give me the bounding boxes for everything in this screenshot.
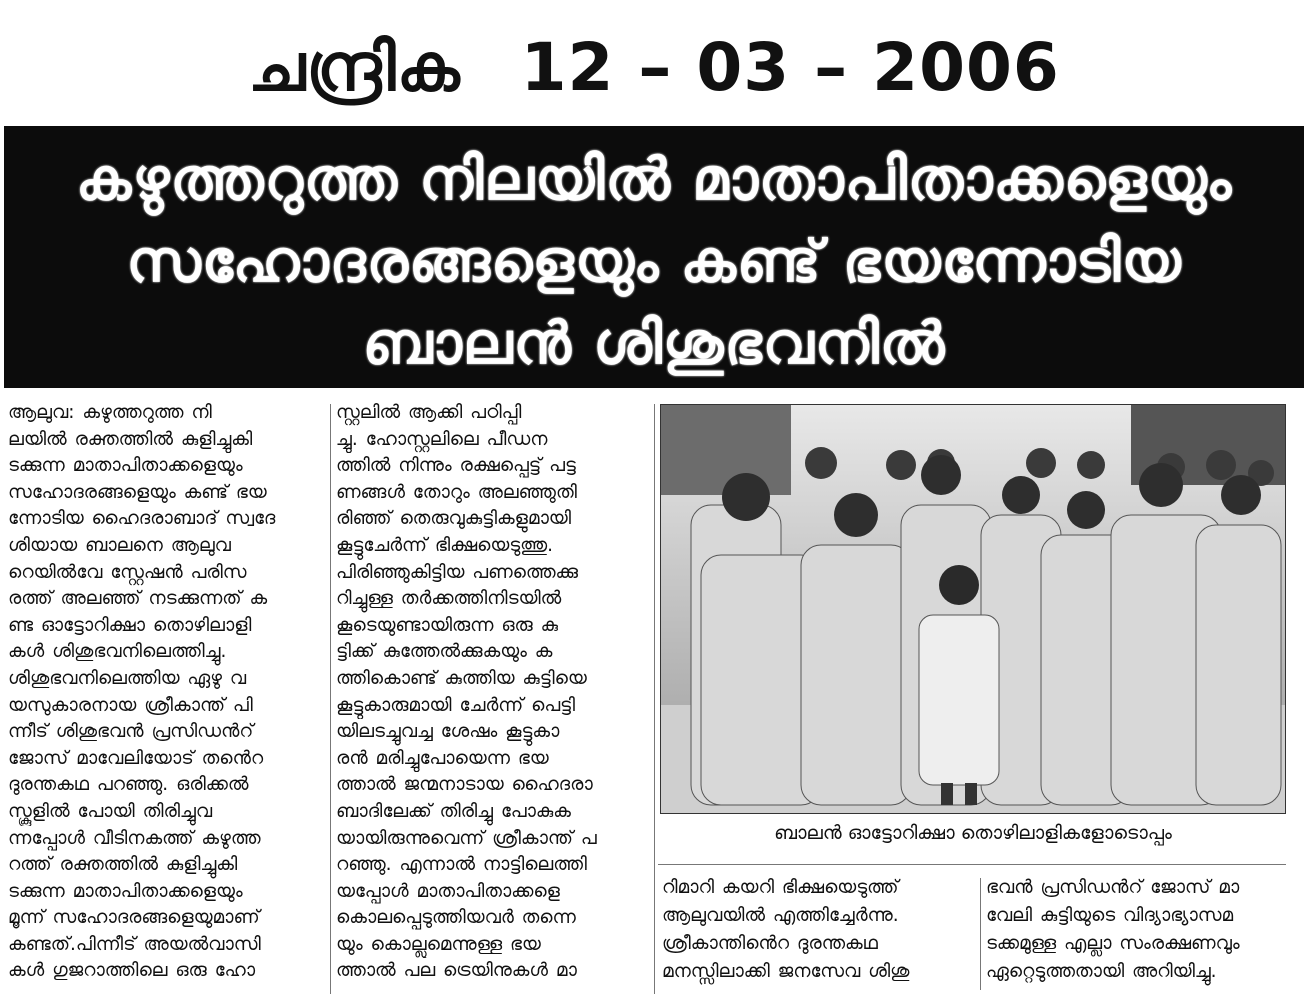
article-line: യും കൊല്ലുമെന്നുള്ള ഭയ [336, 933, 541, 955]
article-line: ആലുവയിൽ എത്തിച്ചേർന്നു. [662, 905, 899, 926]
article-line: റഞ്ഞു. എന്നാൽ നാട്ടിലെത്തി [336, 854, 587, 876]
article-line: ച്ചു. ഹോസ്റ്റലിലെ പീഡന [336, 428, 548, 450]
group-photo-image [661, 405, 1285, 813]
column-divider [654, 404, 655, 994]
column-divider [980, 878, 981, 990]
article-line: റിച്ചുള്ള തർക്കത്തിനിടയിൽ [336, 588, 562, 610]
article-line: യസുകാരനായ ശ്രീകാന്ത് പി [8, 694, 253, 716]
article-line: ബാദിലേക്ക് തിരിച്ചു പോകുക [336, 800, 571, 822]
article-line: കണ്ടത്.പിന്നീട് അയൽവാസി [8, 933, 261, 955]
article-column-4 [986, 874, 1286, 994]
article-line: ന്നീട് ശിശുഭവൻ പ്രസിഡൻറ് [8, 721, 254, 743]
article-line: സ്കൂളിൽ പോയി തിരിച്ചുവ [8, 800, 213, 822]
article-column-3 [662, 874, 974, 994]
article-line: ടക്കുന്ന മാതാപിതാക്കളെയും [8, 880, 243, 902]
article-line: കൂട്ടുചേർന്ന് ഭിക്ഷയെടുത്തു. [336, 534, 554, 556]
article-line: ത്തികൊണ്ട് കുത്തിയ കുട്ടിയെ [336, 667, 587, 689]
article-line: പിരിഞ്ഞുകിട്ടിയ പണത്തെക്കു [336, 561, 579, 583]
article-line: ദുരന്തകഥ പറഞ്ഞു. ഒരിക്കൽ [8, 774, 249, 796]
article-line: രൻ മരിച്ചുപോയെന്ന ഭയ [336, 747, 549, 769]
caption-divider [658, 864, 1286, 865]
article-line: റെയിൽവേ സ്റ്റേഷൻ പരിസ [8, 561, 247, 583]
newspaper-name: ചന്ദ്രിക [248, 29, 461, 106]
article-line: കൂടെയുണ്ടായിരുന്ന ഒരു കു [336, 614, 559, 636]
headline-banner [4, 126, 1304, 388]
headline-line-2: സഹോദരങ്ങളെയും കണ്ട് ഭയന്നോടിയ [126, 227, 1182, 295]
article-line: കൾ ഗുജറാത്തിലെ ഒരു ഹോ [8, 960, 256, 982]
article-line: സഹോദരങ്ങളെയും കണ്ട് ഭയ [8, 481, 267, 503]
article-line: ണ്ട ഓട്ടോറിക്ഷാ തൊഴിലാളി [8, 614, 252, 636]
article-column-2 [336, 400, 650, 996]
headline-line-1: കഴുത്തറുത്ത നിലയിൽ മാതാപിതാക്കളെയും [75, 145, 1233, 213]
article-line: ന്നപ്പോൾ വീടിനകത്ത് കഴുത്ത [8, 827, 261, 849]
article-line: വേലി കുട്ടിയുടെ വിദ്യാഭ്യാസമ [986, 905, 1234, 926]
article-line: കൊലപ്പെടുത്തിയവർ തന്നെ [336, 907, 576, 929]
article-line: ത്താൽ ജന്മനാടായ ഹൈദരാ [336, 774, 593, 796]
article-line: ശിശുഭവനിലെത്തിയ ഏഴു വ [8, 667, 247, 689]
article-line: രിഞ്ഞ് തെരുവുകുട്ടികളുമായി [336, 508, 571, 530]
article-line: ലയിൽ രക്തത്തിൽ കുളിച്ചുകി [8, 428, 253, 450]
column-divider [330, 404, 331, 994]
article-line: ആലുവ: കഴുത്തറുത്ത നി [8, 402, 212, 423]
article-line: ശ്രീകാന്തിൻെറ ദുരന്തകഥ [662, 933, 878, 954]
headline-line-3: ബാലൻ ശിശുഭവനിൽ [362, 309, 946, 377]
article-line: മനസ്സിലാക്കി ജനസേവ ശിശു [662, 961, 910, 982]
article-line: യപ്പോൾ മാതാപിതാക്കളെ [336, 880, 560, 902]
article-line: ശിയായ ബാലനെ ആലുവ [8, 534, 231, 556]
article-line: റിമാറി കയറി ഭിക്ഷയെടുത്ത് [662, 877, 899, 898]
article-line: ത്താൽ പല ട്രെയിനുകൾ മാ [336, 960, 577, 982]
article-line: ടക്കുന്ന മാതാപിതാക്കളെയും [8, 455, 243, 477]
masthead [0, 18, 1308, 118]
article-line: ഭവൻ പ്രസിഡൻറ് ജോസ് മാ [986, 877, 1240, 898]
article-line: ത്തിൽ നിന്നും രക്ഷപ്പെട്ട് പട്ട [336, 455, 576, 477]
article-line: ജോസ് മാവേലിയോട് തൻെറ [8, 747, 264, 769]
article-line: സ്റ്റലിൽ ആക്കി പഠിപ്പി [336, 402, 522, 423]
photo-caption: ബാലൻ ഓട്ടോറിക്ഷാ തൊഴിലാളികളോടൊപ്പം [774, 822, 1172, 844]
article-line: ന്നോടിയ ഹൈദരാബാദ് സ്വദേ [8, 508, 276, 530]
article-column-1 [8, 400, 326, 996]
publication-date: 12 – 03 – 2006 [520, 29, 1060, 106]
article-line: റത്ത് രക്തത്തിൽ കുളിച്ചുകി [8, 854, 238, 876]
article-line: യായിരുന്നുവെന്ന് ശ്രീകാന്ത് പ [336, 827, 597, 849]
article-line: ഏറ്റെടുത്തതായി അറിയിച്ചു. [986, 961, 1217, 982]
article-line: ട്ടിക്ക് കുത്തേൽക്കുകയും ക [336, 641, 553, 663]
article-line: ടക്കമുള്ള എല്ലാ സംരക്ഷണവും [986, 933, 1240, 954]
news-photo [660, 404, 1286, 814]
article-line: ണങ്ങൾ തോറും അലഞ്ഞുതി [336, 481, 577, 503]
article-line: യിലടച്ചുവച്ച ശേഷം കൂട്ടുകാ [336, 721, 560, 743]
article-line: കൂട്ടുകാരുമായി ചേർന്ന് പെട്ടി [336, 694, 576, 716]
article-line: മൂന്ന് സഹോദരങ്ങളെയുമാണ് [8, 907, 260, 929]
article-line: രത്ത് അലഞ്ഞ് നടക്കുന്നത് ക [8, 588, 268, 610]
article-line: കൾ ശിശുഭവനിലെത്തിച്ചു. [8, 641, 227, 663]
